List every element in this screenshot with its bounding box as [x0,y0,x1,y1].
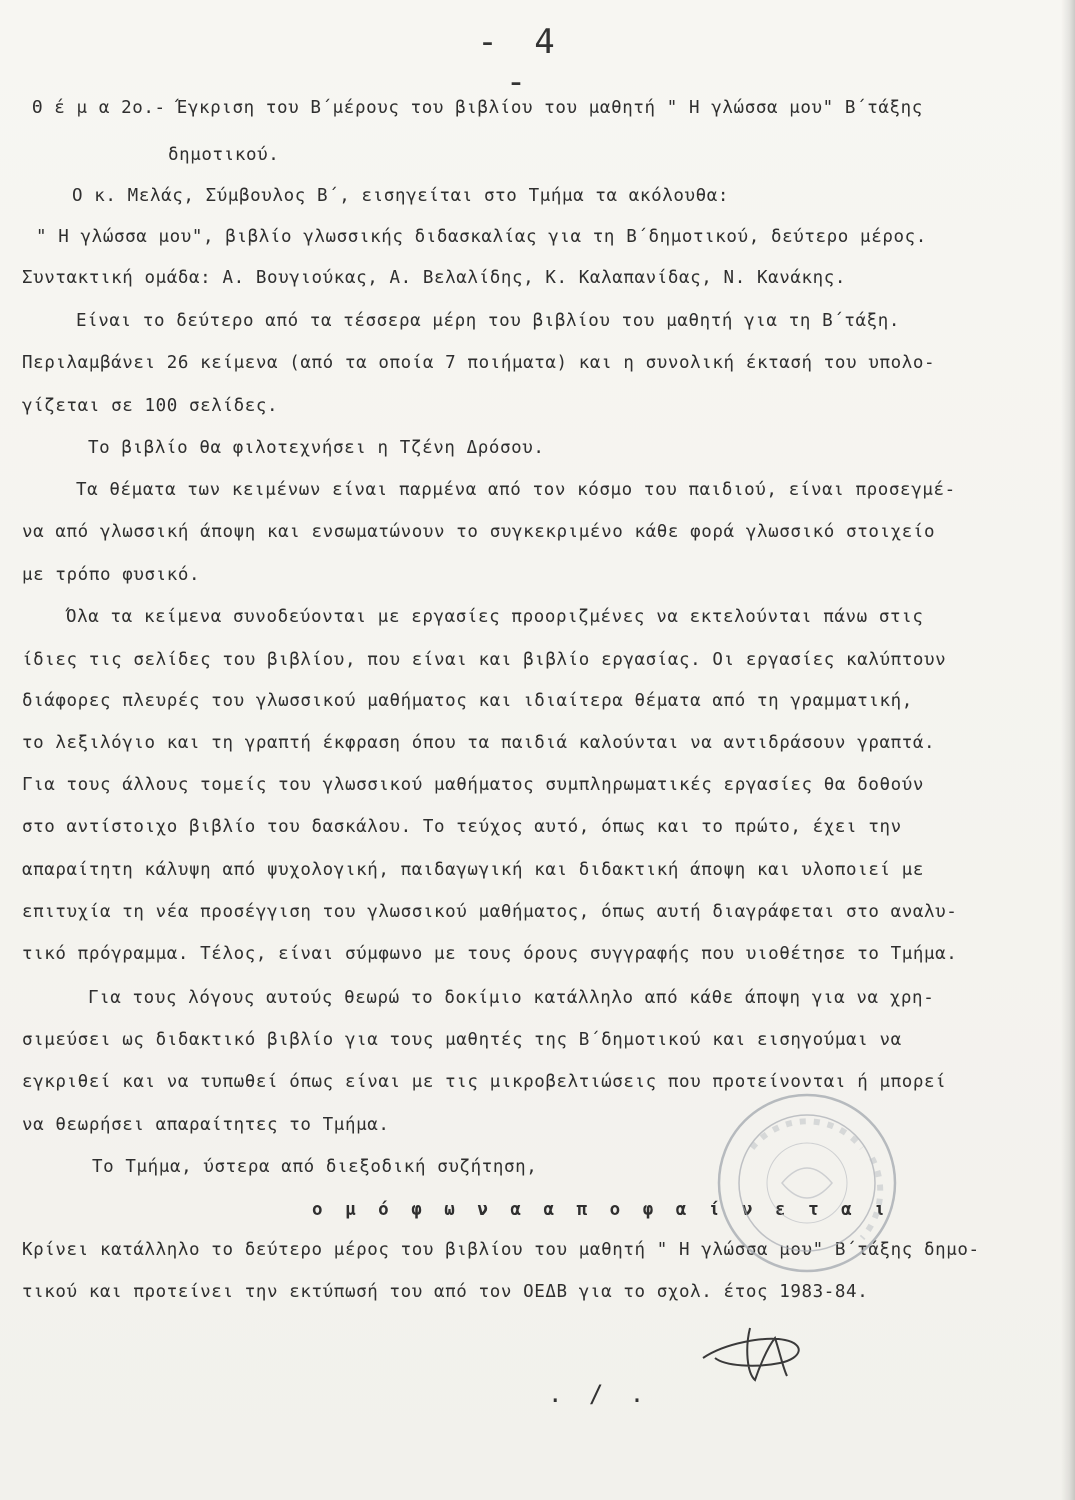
text-line: τικό πρόγραμμα. Τέλος, είναι σύμφωνο με τους όρους συγγραφής που υιοθέτησε το Τμήμα. [22,944,958,964]
page-number: - 4 - [477,22,563,102]
text-line: σιμεύσει ως διδακτικό βιβλίο για τους μαθητές της Β΄δημοτικού και εισηγούμαι να [22,1030,902,1050]
decision-heading: ο μ ό φ ω ν α α π ο φ α ί ν ε τ α ι [312,1200,891,1220]
text-line: στο αντίστοιχο βιβλίο του δασκάλου. Το τεύχος αυτό, όπως και το πρώτο, έχει την [22,817,902,837]
text-line: με τρόπο φυσικό. [22,565,201,585]
handwritten-signature [695,1318,825,1388]
text-line: Ο κ. Μελάς, Σύμβουλος Β΄, εισηγείται στο Τμήμα τα ακόλουθα: [72,186,730,206]
text-line: διάφορες πλευρές του γλωσσικού μαθήματος και ιδιαίτερα θέματα από τη γραμματική, [22,691,913,711]
page-edge-shadow [1061,0,1075,1500]
decision-line: τικού και προτείνει την εκτύπωσή του από τον ΟΕΔΒ για το σχολ. έτος 1983-84. [22,1282,869,1302]
text-line: Περιλαμβάνει 26 κείμενα (από τα οποία 7 ποιήματα) και η συνολική έκτασή του υπολο- [22,353,936,373]
text-line: Συντακτική ομάδα: Α. Βουγιούκας, Α. Βελαλίδης, Κ. Καλαπανίδας, Ν. Κανάκης. [22,268,847,288]
text-line: Είναι το δεύτερο από τα τέσσερα μέρη του βιβλίου του μαθητή για τη Β΄τάξη. [76,311,901,331]
text-line: " Η γλώσσα μου", βιβλίο γλωσσικής διδασκαλίας για τη Β΄δημοτικού, δεύτερο μέρος. [36,227,927,247]
text-line: γίζεται σε 100 σελίδες. [22,396,279,416]
text-line: Το Τμήμα, ύστερα από διεξοδική συζήτηση, [92,1157,538,1177]
text-line: να από γλωσσική άποψη και ενσωματώνουν το συγκεκριμένο κάθε φορά γλωσσικό στοιχείο [22,522,936,542]
text-line: να θεωρήσει απαραίτητες το Τμήμα. [22,1115,390,1135]
text-line: Το βιβλίο θα φιλοτεχνήσει η Τζένη Δρόσου. [88,438,545,458]
text-line: Για τους άλλους τομείς του γλωσσικού μαθήματος συμπληρωματικές εργασίες θα δοθούν [22,775,925,795]
text-line: δημοτικού. [168,145,280,165]
decision-line: Κρίνει κατάλληλο το δεύτερο μέρος του βιβλίου του μαθητή " Η γλώσσα μου" Β΄τάξης δημο- [22,1240,980,1260]
text-line: Για τους λόγους αυτούς θεωρώ το δοκίμιο κατάλληλο από κάθε άποψη για να χρη- [88,988,935,1008]
text-line: επιτυχία τη νέα προσέγγιση του γλωσσικού μαθήματος, όπως αυτή διαγράφεται στο αναλυ- [22,902,958,922]
text-line: Τα θέματα των κειμένων είναι παρμένα από τον κόσμο του παιδιού, είναι προσεγμέ- [76,480,956,500]
continuation-mark: . / . [548,1380,651,1408]
text-line: Όλα τα κείμενα συνοδεύονται με εργασίες προοριζμένες να εκτελούνται πάνω στις [66,607,924,627]
text-line: το λεξιλόγιο και τη γραπτή έκφραση όπου τα παιδιά καλούνται να αντιδράσουν γραπτά. [22,733,936,753]
official-stamp [712,1088,902,1278]
text-line: απαραίτητη κάλυψη από ψυχολογική, παιδαγωγική και διδακτική άποψη και υλοποιεί με [22,860,925,880]
text-line: ίδιες τις σελίδες του βιβλίου, που είναι και βιβλίο εργασίας. Οι εργασίες καλύπτουν [22,650,947,670]
topic-heading: Θ έ μ α 2ο.- Έγκριση του Β΄μέρους του βιβλίου του μαθητή " Η γλώσσα μου" Β΄τάξης [32,98,923,118]
text-line: εγκριθεί και να τυπωθεί όπως είναι με τις μικροβελτιώσεις που προτείνονται ή μπορεί [22,1072,947,1092]
